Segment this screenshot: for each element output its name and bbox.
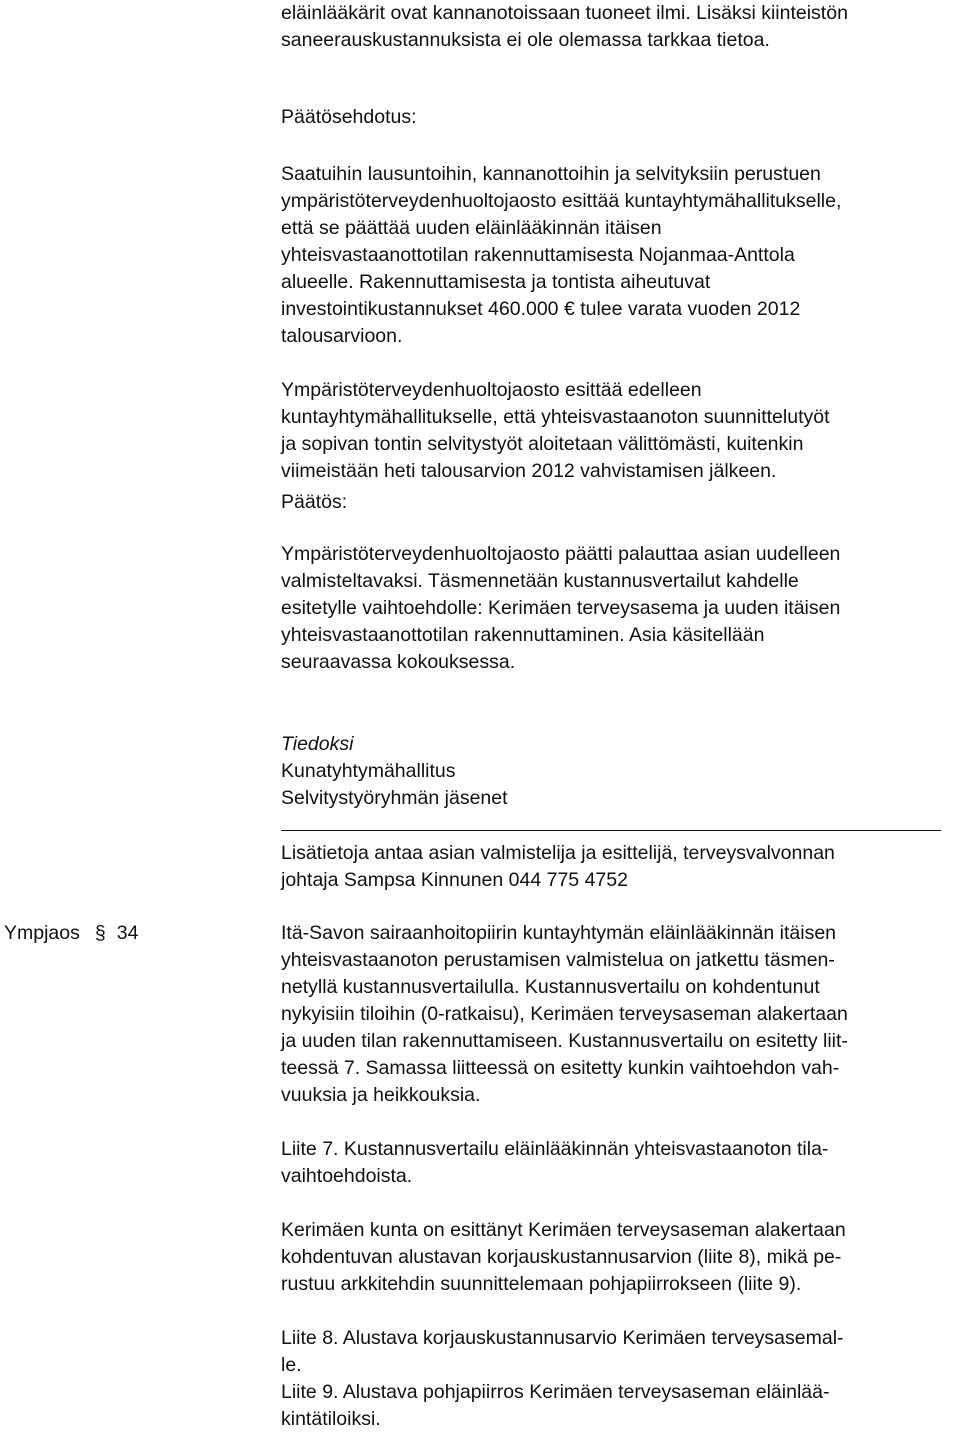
item-paragraph-1	[281, 920, 953, 1109]
contact-block	[281, 840, 953, 894]
intro-line: saneerauskustannuksista ei ole olemassa tarkkaa tietoa.	[281, 29, 770, 51]
attachment-line: vaihtoehdoista.	[281, 1165, 413, 1187]
intro-line: eläinlääkärit ovat kannanotoissaan tuoneet ilmi. Lisäksi kiinteistön	[281, 2, 848, 24]
intro-paragraph	[281, 0, 953, 54]
attachment-line: Liite 9. Alustava pohjapiirros Kerimäen terveysaseman eläinlää-	[281, 1381, 830, 1403]
attachment-8	[281, 1325, 953, 1379]
paragraph-line: yhteisvastaanottotilan rakennuttamisesta Nojanmaa-Anttola	[281, 244, 795, 266]
proposal-heading: Päätösehdotus:	[281, 106, 417, 128]
paragraph-line: talousarvioon.	[281, 325, 403, 347]
section-sign: §	[94, 922, 106, 944]
proposal-paragraph-1	[281, 161, 953, 350]
paragraph-line: rustuu arkkitehdin suunnittelemaan pohjapiirrokseen (liite 9).	[281, 1273, 802, 1295]
paragraph-line: valmisteltavaksi. Täsmennetään kustannusvertailut kahdelle	[281, 570, 799, 592]
paragraph-line: ja sopivan tontin selvitystyöt aloitetaan välittömästi, kuitenkin	[281, 433, 804, 455]
attachment-line: Liite 7. Kustannusvertailu eläinlääkinnän yhteisvastaanoton tila-	[281, 1138, 829, 1160]
paragraph-line: ympäristöterveydenhuoltojaosto esittää kuntayhtymähallitukselle,	[281, 190, 842, 212]
paragraph-line: Ympäristöterveydenhuoltojaosto esittää edelleen	[281, 379, 702, 401]
separator-rule	[281, 830, 941, 831]
distribution-block	[281, 731, 953, 812]
attachment-line: kintätiloiksi.	[281, 1408, 381, 1430]
separator-container	[281, 830, 953, 831]
paragraph-line: seuraavassa kokouksessa.	[281, 651, 516, 673]
recipient: Selvitystyöryhmän jäsenet	[281, 787, 508, 809]
paragraph-line: nykyisiin tiloihin (0-ratkaisu), Kerimäen terveysaseman alakertaan	[281, 1003, 848, 1025]
item-paragraph-2	[281, 1217, 953, 1298]
paragraph-line: Itä-Savon sairaanhoitopiirin kuntayhtymän eläinlääkinnän itäisen	[281, 922, 837, 944]
section-body: Ympjaos	[4, 922, 80, 944]
paragraph-line: yhteisvastaanottotilan rakennuttaminen. Asia käsitellään	[281, 624, 765, 646]
paragraph-line: kohdentuvan alustavan korjauskustannusarvion (liite 8), mikä pe-	[281, 1246, 842, 1268]
attachment-7	[281, 1136, 953, 1190]
paragraph-line: alueelle. Rakennuttamisesta ja tontista aiheutuvat	[281, 271, 711, 293]
paragraph-line: teessä 7. Samassa liitteessä on esitetty kunkin vaihtoehdon vah-	[281, 1057, 840, 1079]
paragraph-line: investointikustannukset 460.000 € tulee varata vuoden 2012	[281, 298, 801, 320]
paragraph-line: esitetylle vaihtoehdolle: Kerimäen terveysasema ja uuden itäisen	[281, 597, 841, 619]
paragraph-line: netyllä kustannusvertailulla. Kustannusvertailu on kohdentunut	[281, 976, 820, 998]
decision-paragraph	[281, 541, 953, 676]
paragraph-line: ja uuden tilan rakennuttamiseen. Kustannusvertailu on esitetty liit-	[281, 1030, 848, 1052]
attachment-line: Liite 8. Alustava korjauskustannusarvio Kerimäen terveysasemal-	[281, 1327, 844, 1349]
attachment-line: le.	[281, 1354, 302, 1376]
distribution-heading: Tiedoksi	[281, 733, 354, 755]
paragraph-line: kuntayhtymähallitukselle, että yhteisvastaanoton suunnittelutyöt	[281, 406, 830, 428]
proposal-paragraph-2	[281, 377, 953, 485]
section-marker	[4, 920, 138, 947]
paragraph-line: Saatuihin lausuntoihin, kannanottoihin ja selvityksiin perustuen	[281, 163, 821, 185]
attachment-9	[281, 1379, 953, 1433]
contact-line: Lisätietoja antaa asian valmistelija ja esittelijä, terveysvalvonnan	[281, 842, 835, 864]
decision-heading: Päätös:	[281, 491, 348, 513]
paragraph-line: Ympäristöterveydenhuoltojaosto päätti palauttaa asian uudelleen	[281, 543, 841, 565]
contact-line: johtaja Sampsa Kinnunen 044 775 4752	[281, 869, 628, 891]
recipient: Kunatyhtymähallitus	[281, 760, 456, 782]
paragraph-line: Kerimäen kunta on esittänyt Kerimäen terveysaseman alakertaan	[281, 1219, 846, 1241]
paragraph-line: yhteisvastaanoton perustamisen valmistelua on jatkettu täsmen-	[281, 949, 835, 971]
paragraph-line: vuuksia ja heikkouksia.	[281, 1084, 481, 1106]
paragraph-line: viimeistään heti talousarvion 2012 vahvistamisen jälkeen.	[281, 460, 777, 482]
paragraph-line: että se päättää uuden eläinlääkinnän itäisen	[281, 217, 662, 239]
section-number: 34	[116, 922, 139, 944]
